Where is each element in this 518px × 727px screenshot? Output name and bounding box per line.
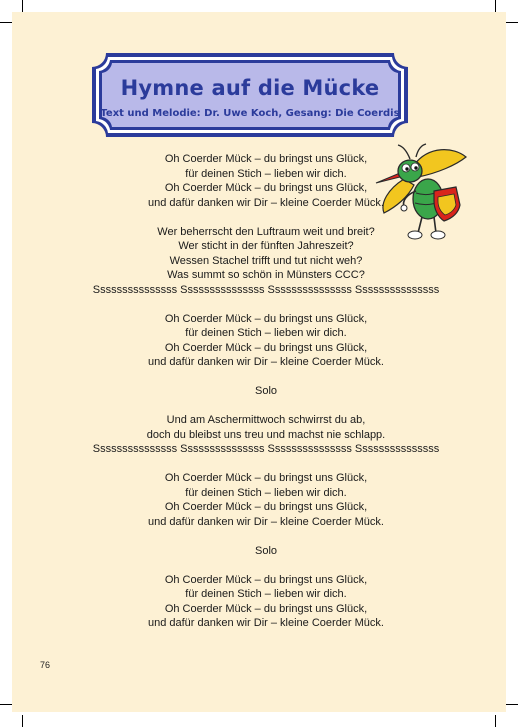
lyric-line: Sssssssssssssss Sssssssssssssss Sssssssssssssss Sssssssssssssss (92, 283, 440, 296)
lyrics (70, 152, 462, 645)
lyric-line: Oh Coerder Mück – du bringst uns Glück, (164, 153, 368, 165)
lyric-line: Oh Coerder Mück – du bringst uns Glück, (164, 573, 368, 586)
lyric-line: Oh Coerder Mück – du bringst uns Glück, (164, 312, 368, 325)
lyric-line: Oh Coerder Mück – du bringst uns Glück, (164, 602, 368, 615)
stanza (70, 312, 462, 370)
lyric-line: Sssssssssssssss Sssssssssssssss Sssssssssssssss Sssssssssssssss (92, 443, 440, 455)
crop-mark (22, 715, 23, 727)
lyric-line: und dafür danken wir Dir – kleine Coerder Mück. (147, 196, 384, 209)
lyric-line: Wer beherrscht den Luftraum weit und breit? (157, 225, 375, 238)
lyric-line: Wer sticht in der fünften Jahreszeit? (178, 240, 354, 252)
lyric-line: Oh Coerder Mück – du bringst uns Glück, (164, 501, 368, 513)
crop-mark (0, 704, 12, 705)
lyric-line: Oh Coerder Mück – du bringst uns Glück, (164, 182, 368, 194)
crop-mark (495, 0, 496, 12)
page-subtitle: Text und Melodie: Dr. Uwe Koch, Gesang: Die Coerdis (100, 108, 400, 119)
lyric-line: für deinen Stich – lieben wir dich. (185, 588, 347, 600)
page-number: 76 (40, 660, 51, 670)
lyric-line: Oh Coerder Mück – du bringst uns Glück, (164, 341, 368, 354)
lyric-line: und dafür danken wir Dir – kleine Coerder Mück. (147, 617, 384, 629)
lyric-line: Solo (254, 544, 278, 557)
lyric-line: und dafür danken wir Dir – kleine Coerder Mück. (147, 515, 384, 528)
title-banner (92, 53, 408, 137)
lyric-line: Was summt so schön in Münsters CCC? (167, 269, 365, 281)
crop-mark (506, 704, 518, 705)
lyric-line: Solo (254, 385, 278, 397)
stanza (70, 413, 462, 457)
lyric-line: für deinen Stich – lieben wir dich. (185, 167, 347, 180)
crop-mark (506, 22, 518, 23)
crop-mark (22, 0, 23, 12)
stanza (70, 225, 462, 298)
lyric-line: Und am Aschermittwoch schwirrst du ab, (166, 414, 366, 426)
solo-marker (70, 544, 462, 559)
stanza (70, 471, 462, 529)
lyric-line: Oh Coerder Mück – du bringst uns Glück, (164, 472, 368, 484)
page-title: Hymne auf die Mücke (120, 76, 380, 100)
crop-mark (0, 22, 12, 23)
lyric-line: doch du bleibst uns treu und machst nie schlapp. (146, 428, 386, 441)
lyric-line: und dafür danken wir Dir – kleine Coerder Mück. (147, 356, 384, 368)
lyric-line: für deinen Stich – lieben wir dich. (185, 486, 347, 499)
lyric-line: Wessen Stachel trifft und tut nicht weh? (169, 254, 363, 267)
crop-mark (495, 715, 496, 727)
stanza (70, 152, 462, 210)
lyric-line: für deinen Stich – lieben wir dich. (185, 327, 347, 339)
stanza (70, 573, 462, 631)
solo-marker (70, 384, 462, 399)
